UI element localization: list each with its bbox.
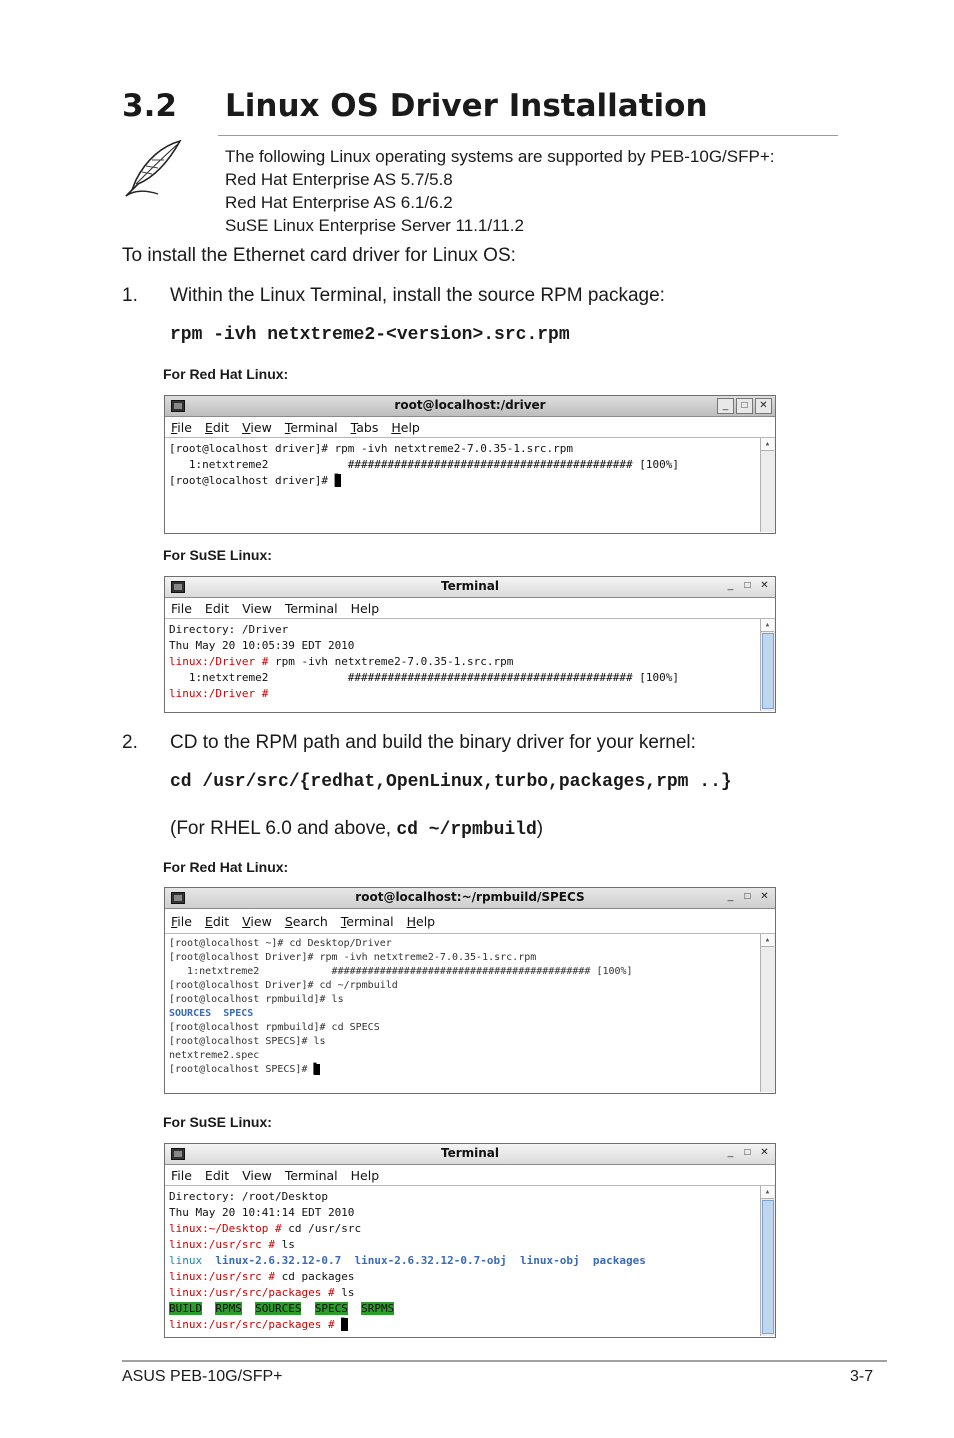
- menu-search[interactable]: Search: [284, 913, 328, 929]
- minimize-button[interactable]: _: [717, 398, 734, 414]
- redhat-terminal-2: [164, 887, 776, 1094]
- output-line: netxtreme2.spec: [169, 1050, 260, 1061]
- note-line: SuSE Linux Enterprise Server 11.1/11.2: [225, 216, 524, 235]
- output-line: [169, 1285, 775, 1301]
- dir-entry: linux-obj: [520, 1254, 580, 1267]
- dir-entry: packages: [592, 1254, 646, 1267]
- dir-entry-highlighted: SOURCES: [255, 1302, 302, 1315]
- close-button[interactable]: ✕: [760, 891, 769, 902]
- footer-product: ASUS PEB-10G/SFP+: [122, 1368, 283, 1385]
- caption-redhat-1: For Red Hat Linux:: [163, 366, 289, 382]
- menu-file[interactable]: File: [171, 913, 192, 929]
- scrollbar[interactable]: [760, 438, 775, 532]
- close-button[interactable]: ✕: [760, 1147, 769, 1158]
- command-text: cd packages: [274, 1270, 355, 1283]
- terminal-output[interactable]: [165, 1185, 775, 1336]
- menu-file[interactable]: File: [171, 600, 192, 616]
- window-title: root@localhost:~/rpmbuild/SPECS: [355, 890, 585, 904]
- step2-text: CD to the RPM path and build the binary driver for your kernel:: [170, 732, 696, 753]
- section-number: 3.2: [122, 88, 177, 124]
- page-title: Linux OS Driver Installation: [225, 88, 708, 124]
- menu-bar: [165, 417, 775, 437]
- output-line: [root@localhost Driver]# rpm -ivh netxtreme2-7.0.35-1.src.rpm: [169, 952, 537, 963]
- menu-file[interactable]: File: [171, 1167, 192, 1183]
- terminal-output[interactable]: [165, 933, 775, 1092]
- window-title: Terminal: [440, 1146, 500, 1160]
- maximize-button[interactable]: □: [744, 891, 751, 902]
- rhel-note-prefix: (For RHEL 6.0 and above,: [170, 818, 397, 839]
- prompt-text: [root@localhost SPECS]#: [169, 1064, 314, 1075]
- output-line: 1:netxtreme2 ########################################### [100%]: [169, 458, 679, 471]
- menu-view[interactable]: View: [242, 1167, 272, 1183]
- shell-prompt: linux:/usr/src/packages #: [169, 1318, 335, 1331]
- output-line: [root@localhost driver]# rpm -ivh netxtreme2-7.0.35-1.src.rpm: [169, 442, 573, 455]
- window-titlebar: [165, 396, 775, 417]
- window-title: root@localhost:/driver: [394, 398, 546, 412]
- rhel-note-suffix: ): [536, 818, 544, 839]
- menu-edit[interactable]: Edit: [204, 419, 230, 435]
- terminal-output[interactable]: [165, 618, 775, 711]
- minimize-button[interactable]: _: [727, 1147, 734, 1158]
- output-line: [169, 1221, 775, 1237]
- scrollbar[interactable]: [760, 934, 775, 1092]
- output-line: [169, 654, 775, 670]
- menu-edit[interactable]: Edit: [204, 1167, 230, 1183]
- menu-help[interactable]: Help: [391, 419, 420, 435]
- close-button[interactable]: ✕: [760, 580, 769, 591]
- output-line: [169, 1253, 775, 1269]
- menu-help[interactable]: Help: [350, 1167, 380, 1183]
- dir-entry-highlighted: RPMS: [215, 1302, 242, 1315]
- output-line: 1:netxtreme2 ########################################### [100%]: [169, 966, 633, 977]
- shell-prompt: linux:/usr/src #: [169, 1238, 275, 1251]
- scrollbar[interactable]: [760, 619, 775, 711]
- maximize-button[interactable]: □: [744, 1147, 751, 1158]
- menu-edit[interactable]: Edit: [204, 913, 230, 929]
- quill-icon: [122, 138, 186, 202]
- output-line: [root@localhost rpmbuild]# cd SPECS: [169, 1022, 380, 1033]
- text-cursor: ▌: [341, 1318, 348, 1331]
- output-line: [169, 473, 775, 489]
- menu-view[interactable]: View: [242, 913, 272, 929]
- output-line: [root@localhost rpmbuild]# ls: [169, 994, 344, 1005]
- step1-text: Within the Linux Terminal, install the source RPM package:: [170, 285, 665, 306]
- text-cursor: ▌: [334, 474, 342, 487]
- dir-entry-highlighted: SPECS: [314, 1302, 348, 1315]
- shell-prompt: linux:/Driver #: [169, 655, 269, 668]
- scrollbar-thumb[interactable]: [762, 1200, 774, 1334]
- shell-prompt: linux:/usr/src #: [169, 1270, 275, 1283]
- suse-terminal-2: [164, 1143, 776, 1338]
- output-line: [root@localhost ~]# cd Desktop/Driver: [169, 938, 392, 949]
- title-rule: [218, 135, 838, 136]
- menu-terminal[interactable]: Terminal: [340, 913, 394, 929]
- command-text: rpm -ivh netxtreme2-7.0.35-1.src.rpm: [268, 655, 514, 668]
- step2-number: 2.: [122, 732, 138, 753]
- scrollbar-thumb[interactable]: [762, 633, 774, 709]
- output-line: Thu May 20 10:05:39 EDT 2010: [169, 639, 355, 652]
- menu-view[interactable]: View: [242, 419, 272, 435]
- window-title: Terminal: [440, 579, 500, 593]
- dir-entry-highlighted: BUILD: [169, 1302, 203, 1315]
- window-titlebar: [165, 1144, 775, 1165]
- caption-redhat-2: For Red Hat Linux:: [163, 859, 289, 875]
- shell-prompt: linux:/Driver #: [169, 687, 269, 700]
- menu-terminal[interactable]: Terminal: [284, 600, 338, 616]
- step2-command: cd /usr/src/{redhat,OpenLinux,turbo,packages,rpm ..}: [170, 772, 732, 792]
- text-cursor: ▌: [313, 1064, 320, 1075]
- note-line: Red Hat Enterprise AS 5.7/5.8: [225, 170, 453, 189]
- caption-suse-1: For SuSE Linux:: [163, 547, 272, 563]
- maximize-button[interactable]: □: [736, 398, 753, 414]
- note-line: The following Linux operating systems are supported by PEB-10G/SFP+:: [225, 147, 775, 166]
- rhel-command: cd ~/rpmbuild: [396, 820, 537, 840]
- dir-entry: linux-2.6.32.12-0.7-obj: [354, 1254, 507, 1267]
- footer-rule: [122, 1360, 887, 1362]
- command-text: ls: [334, 1286, 355, 1299]
- output-line: 1:netxtreme2 ########################################### [100%]: [169, 671, 679, 684]
- intro-text: To install the Ethernet card driver for Linux OS:: [122, 245, 516, 266]
- menu-terminal[interactable]: Terminal: [284, 1167, 338, 1183]
- menu-bar: [165, 1165, 775, 1185]
- menu-help[interactable]: Help: [350, 600, 380, 616]
- window-titlebar: [165, 577, 775, 598]
- scrollbar[interactable]: [760, 1186, 775, 1336]
- terminal-output[interactable]: [165, 437, 775, 532]
- window-titlebar: [165, 888, 775, 909]
- redhat-terminal-1: [164, 395, 776, 534]
- output-line: [169, 1301, 775, 1317]
- output-line: Directory: /root/Desktop: [169, 1190, 328, 1203]
- page-number: 3-7: [850, 1368, 874, 1385]
- dir-entry: linux-2.6.32.12-0.7: [215, 1254, 342, 1267]
- suse-terminal-1: [164, 576, 776, 713]
- shell-prompt: linux:~/Desktop #: [169, 1222, 282, 1235]
- menu-view[interactable]: View: [242, 600, 272, 616]
- dir-entry: SOURCES: [169, 1008, 212, 1019]
- output-line: [root@localhost Driver]# cd ~/rpmbuild: [169, 980, 398, 991]
- command-text: cd /usr/src: [281, 1222, 362, 1235]
- rhel-note: [170, 818, 543, 840]
- menu-tabs[interactable]: Tabs: [350, 419, 379, 435]
- maximize-button[interactable]: □: [744, 580, 751, 591]
- menu-file[interactable]: File: [171, 419, 192, 435]
- menu-help[interactable]: Help: [406, 913, 436, 929]
- dir-entry-highlighted: SRPMS: [361, 1302, 395, 1315]
- menu-bar: [165, 909, 775, 933]
- output-line: Thu May 20 10:41:14 EDT 2010: [169, 1206, 355, 1219]
- note-text: [225, 145, 774, 237]
- menu-bar: [165, 598, 775, 618]
- note-line: Red Hat Enterprise AS 6.1/6.2: [225, 193, 453, 212]
- menu-edit[interactable]: Edit: [204, 600, 230, 616]
- output-line: [169, 1063, 775, 1077]
- caption-suse-2: For SuSE Linux:: [163, 1114, 272, 1130]
- menu-terminal[interactable]: Terminal: [284, 419, 338, 435]
- output-line: [root@localhost SPECS]# ls: [169, 1036, 326, 1047]
- output-line: [169, 1007, 775, 1021]
- link-entry: linux: [169, 1254, 203, 1267]
- output-line: [169, 1317, 775, 1333]
- step1-number: 1.: [122, 285, 138, 306]
- output-line: Directory: /Driver: [169, 623, 289, 636]
- shell-prompt: linux:/usr/src/packages #: [169, 1286, 335, 1299]
- dir-entry: SPECS: [223, 1008, 254, 1019]
- output-line: [169, 1269, 775, 1285]
- output-line: [169, 1237, 775, 1253]
- prompt-text: [root@localhost driver]#: [169, 474, 335, 487]
- close-button[interactable]: ✕: [755, 398, 772, 414]
- step1-command: rpm -ivh netxtreme2-<version>.src.rpm: [170, 325, 570, 345]
- minimize-button[interactable]: _: [727, 580, 734, 591]
- minimize-button[interactable]: _: [727, 891, 734, 902]
- command-text: ls: [274, 1238, 295, 1251]
